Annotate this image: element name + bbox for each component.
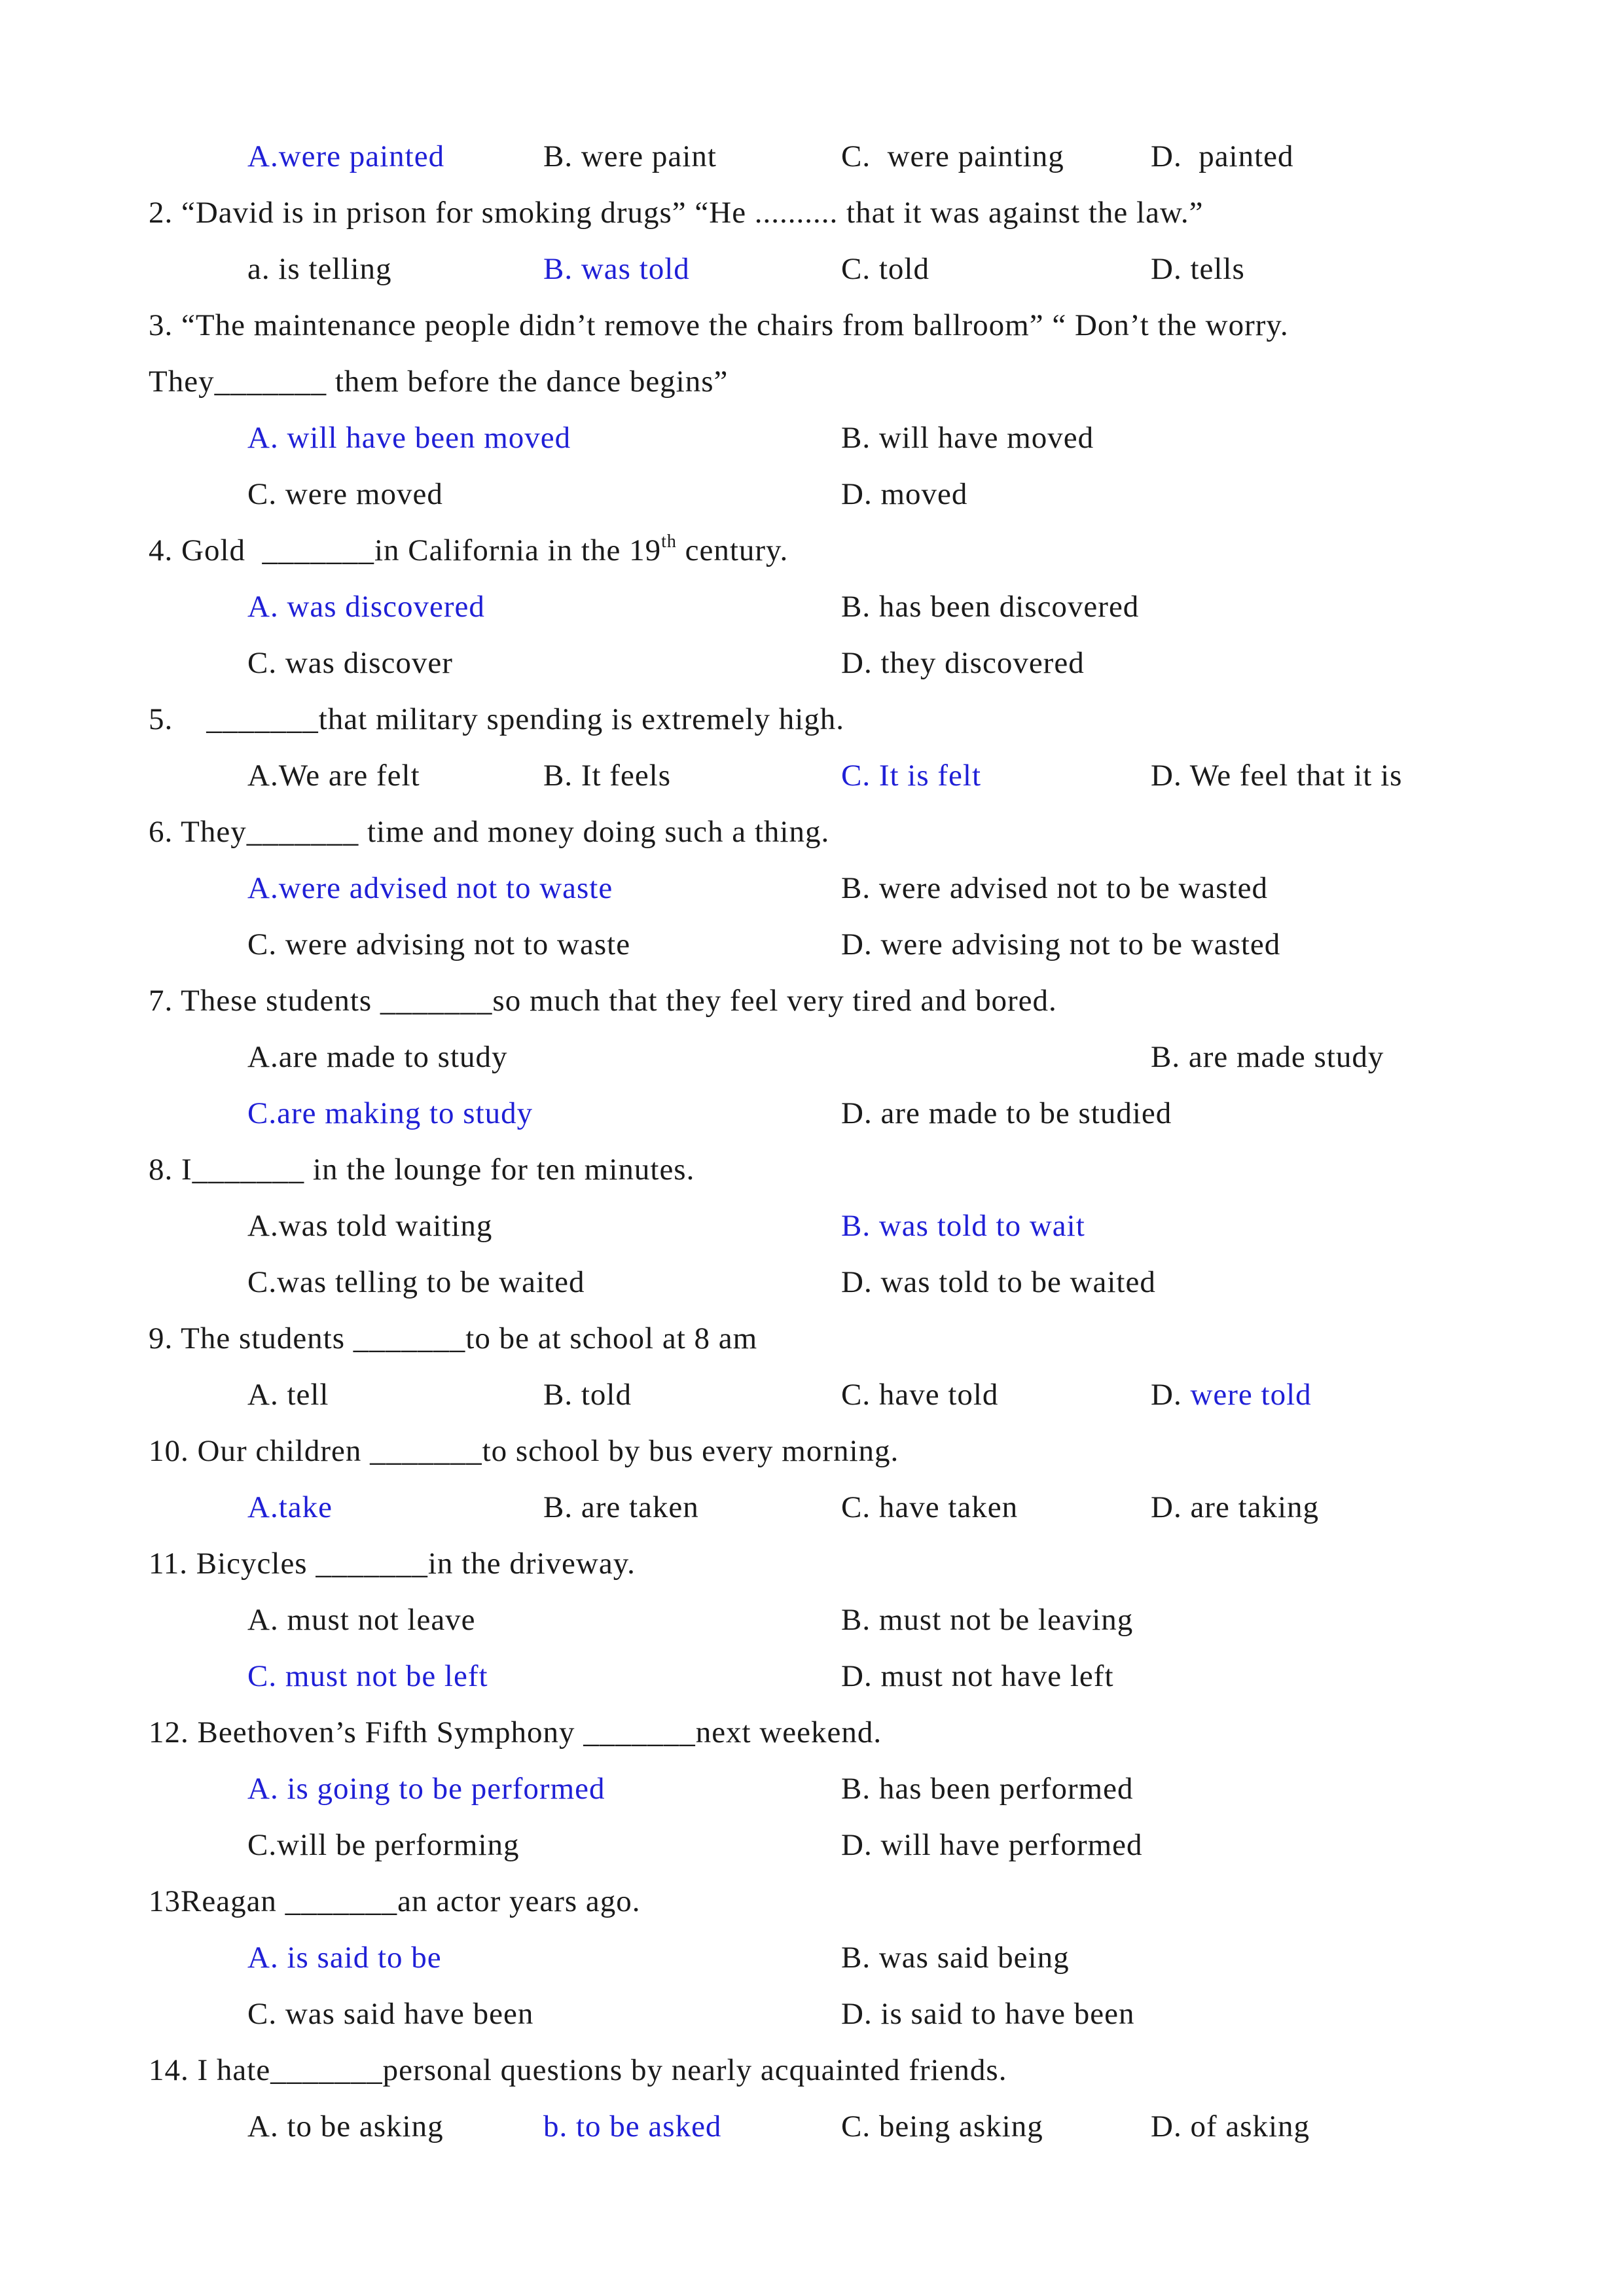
option-d: D. were advising not to be wasted	[841, 927, 1281, 961]
option-a-answer: A.take	[247, 1490, 333, 1524]
question-10	[0, 1433, 1624, 1490]
option-c: C. were advising not to waste	[247, 927, 631, 961]
options-row-q3-1	[0, 420, 1624, 476]
question-text: 13Reagan _______an actor years ago.	[149, 1884, 641, 1918]
options-row-q13-1	[0, 1940, 1624, 1996]
options-row-q8-1	[0, 1208, 1624, 1265]
question-text: 11. Bicycles _______in the driveway.	[149, 1547, 636, 1581]
question-9	[0, 1321, 1624, 1377]
option-b-answer: B. was told	[543, 252, 690, 286]
options-row-q13-2	[0, 1996, 1624, 2053]
option-c: C. were painting	[841, 139, 1064, 173]
option-d: D. will have performed	[841, 1828, 1143, 1862]
option-b: B. will have moved	[841, 421, 1094, 455]
option-c: C. being asking	[841, 2109, 1043, 2144]
option-b-answer: B. was told to wait	[841, 1209, 1085, 1243]
options-row-q12-1	[0, 1771, 1624, 1827]
option-b: B. are taken	[543, 1490, 699, 1524]
option-b: B. were paint	[543, 139, 717, 173]
options-row-q11-1	[0, 1602, 1624, 1659]
option-c: C. was said have been	[247, 1997, 534, 2031]
question-11	[0, 1546, 1624, 1602]
option-c-answer: C. must not be left	[247, 1659, 488, 1693]
options-row-q7-2	[0, 1096, 1624, 1152]
option-c: C. have told	[841, 1378, 999, 1412]
option-c-answer: C.are making to study	[247, 1096, 533, 1130]
question-14	[0, 2053, 1624, 2109]
options-row-q1	[0, 139, 1624, 195]
option-a: A. to be asking	[247, 2109, 444, 2144]
option-a-answer: A. is going to be performed	[247, 1772, 605, 1806]
option-a-answer: A.were painted	[247, 139, 445, 173]
option-a-answer: A. will have been moved	[247, 421, 571, 455]
option-d: D. are taking	[1151, 1490, 1320, 1524]
option-b: B. has been performed	[841, 1772, 1134, 1806]
option-c-answer: C. It is felt	[841, 759, 982, 793]
question-text: 4. Gold _______in California in the 19th century.	[149, 531, 789, 567]
option-d: D. they discovered	[841, 646, 1085, 680]
options-row-q5	[0, 758, 1624, 814]
options-row-q7-1	[0, 1039, 1624, 1096]
options-row-q6-2	[0, 927, 1624, 983]
options-row-q8-2	[0, 1265, 1624, 1321]
option-d: D. must not have left	[841, 1659, 1114, 1693]
option-b: B. has been discovered	[841, 590, 1140, 624]
options-row-q4-2	[0, 645, 1624, 702]
options-row-q11-2	[0, 1659, 1624, 1715]
question-text-continued: They_______ them before the dance begins”	[149, 365, 729, 399]
option-d: D. are made to be studied	[841, 1096, 1172, 1130]
question-8	[0, 1152, 1624, 1208]
question-text: 2. “David is in prison for smoking drugs” “He .......... that it was against the law.”	[149, 196, 1204, 230]
option-c: C.will be performing	[247, 1828, 520, 1862]
question-text: 8. I_______ in the lounge for ten minutes.	[149, 1153, 695, 1187]
options-row-q12-2	[0, 1827, 1624, 1884]
options-row-q6-1	[0, 870, 1624, 927]
option-a: A.We are felt	[247, 759, 420, 793]
options-row-q10	[0, 1490, 1624, 1546]
question-4	[0, 533, 1624, 589]
question-7	[0, 983, 1624, 1039]
options-row-q2	[0, 251, 1624, 308]
option-b: B. are made study	[1151, 1040, 1384, 1074]
option-d: D. of asking	[1151, 2109, 1310, 2144]
option-b: B. was said being	[841, 1941, 1070, 1975]
options-row-q3-2	[0, 476, 1624, 533]
question-text: 3. “The maintenance people didn’t remove the chairs from ballroom” “ Don’t the worry.	[149, 308, 1289, 342]
option-d: D. We feel that it is	[1151, 759, 1403, 793]
option-c: C. told	[841, 252, 929, 286]
option-a: A. must not leave	[247, 1603, 476, 1637]
option-d-answer: D. were told	[1151, 1378, 1312, 1412]
option-d: D. tells	[1151, 252, 1245, 286]
question-text: 12. Beethoven’s Fifth Symphony _______next weekend.	[149, 1715, 882, 1749]
option-a-answer: A.were advised not to waste	[247, 871, 613, 905]
question-text: 14. I hate_______personal questions by nearly acquainted friends.	[149, 2053, 1007, 2087]
option-c: C.was telling to be waited	[247, 1265, 585, 1299]
option-c: C. have taken	[841, 1490, 1019, 1524]
option-b: B. It feels	[543, 759, 672, 793]
option-a: A. tell	[247, 1378, 329, 1412]
option-c: C. was discover	[247, 646, 453, 680]
question-text: 9. The students _______to be at school at 8 am	[149, 1321, 758, 1355]
option-b-answer: b. to be asked	[543, 2109, 722, 2144]
option-d: D. painted	[1151, 139, 1294, 173]
option-a-answer: A. is said to be	[247, 1941, 442, 1975]
option-c: C. were moved	[247, 477, 443, 511]
option-d: D. is said to have been	[841, 1997, 1135, 2031]
option-a: A.are made to study	[247, 1040, 508, 1074]
options-row-q14	[0, 2109, 1624, 2165]
option-d: D. was told to be waited	[841, 1265, 1156, 1299]
question-3	[0, 308, 1624, 364]
option-b: B. must not be leaving	[841, 1603, 1134, 1637]
option-b: B. were advised not to be wasted	[841, 871, 1268, 905]
options-row-q9	[0, 1377, 1624, 1433]
question-2	[0, 195, 1624, 251]
option-a: A.was told waiting	[247, 1209, 493, 1243]
option-a: a. is telling	[247, 252, 392, 286]
question-6	[0, 814, 1624, 870]
option-d: D. moved	[841, 477, 968, 511]
question-5	[0, 702, 1624, 758]
question-13	[0, 1884, 1624, 1940]
question-text: 10. Our children _______to school by bus every morning.	[149, 1434, 899, 1468]
question-text: 7. These students _______so much that they feel very tired and bored.	[149, 984, 1057, 1018]
options-row-q4-1	[0, 589, 1624, 645]
question-3-cont	[0, 364, 1624, 420]
question-text: 5. _______that military spending is extremely high.	[149, 702, 845, 736]
question-12	[0, 1715, 1624, 1771]
option-b: B. told	[543, 1378, 632, 1412]
option-a-answer: A. was discovered	[247, 590, 485, 624]
question-text: 6. They_______ time and money doing such a thing.	[149, 815, 830, 849]
